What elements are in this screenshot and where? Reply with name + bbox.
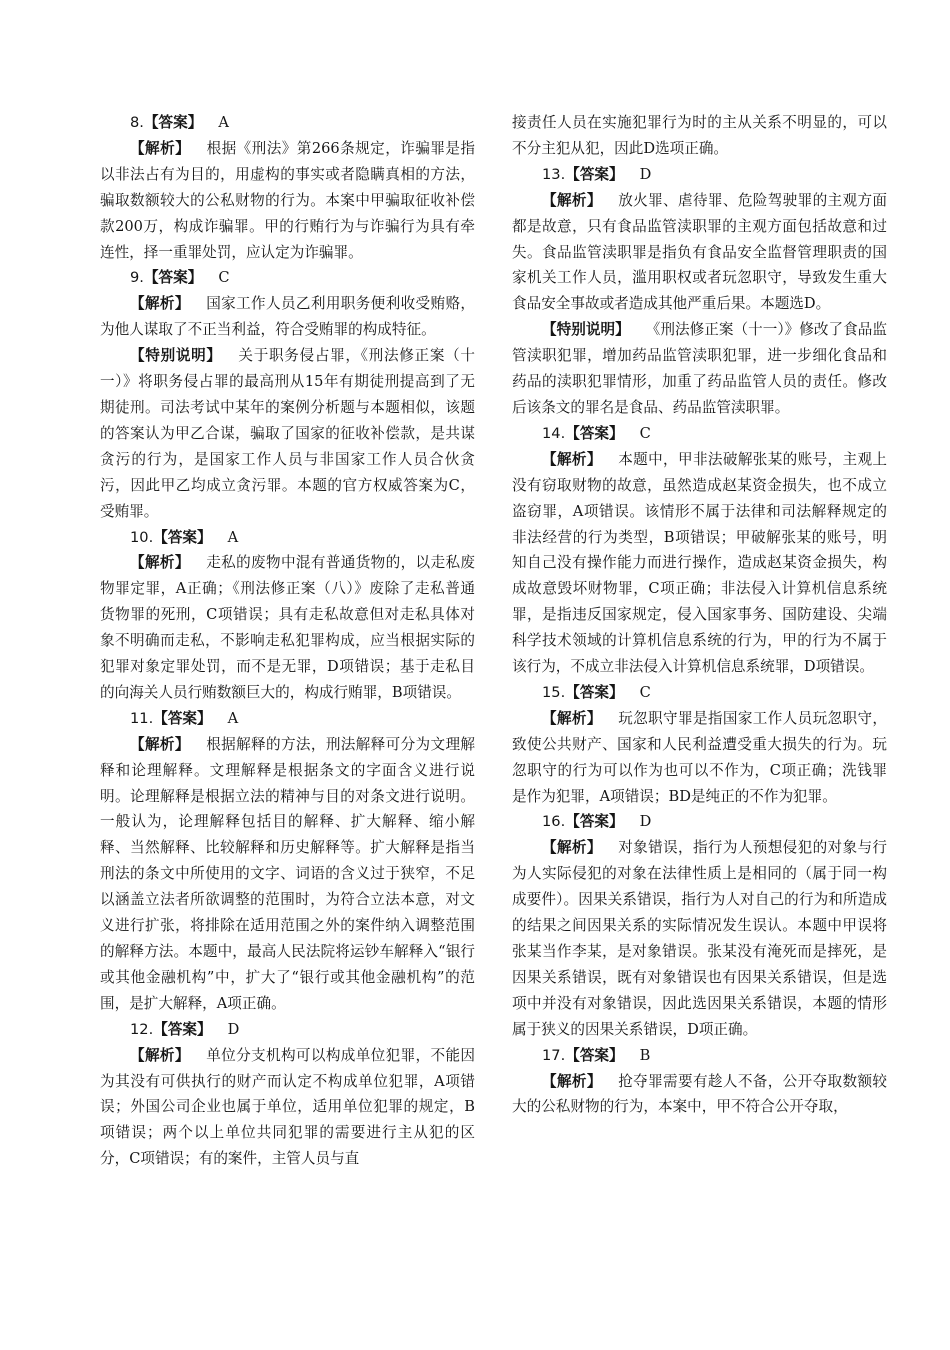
- answer-line: [100, 525, 475, 551]
- question-number: 11.: [130, 709, 154, 727]
- paragraph-text: 根据解释的方法，刑法解释可分为文理解释和论理解释。文理解释是根据条文的字面含义进行说明。论理解释是根据立法的精神与目的对条文进行说明。一般认为，论理解释包括目的解释、扩大解释、缩小解释、当然解释、比较解释和历史解释等。扩大解释是指当刑法的条文中所使用的文字、词语的含义过于狭窄，不足以涵盖立法者所欲调整的范围时，为符合立法本意，对文义进行扩张，将排除在适用范围之外的案件纳入调整范围的解释方法。本题中，最高人民法院将运钞车解释入“银行或其他金融机构”中，扩大了“银行或其他金融机构”的范围，是扩大解释，A项正确。: [100, 735, 475, 1012]
- section-label: 【解析】: [130, 295, 190, 313]
- paragraph-text: 抢夺罪需要有趁人不备，公开夺取数额较大的公私财物的行为，本案中，甲不符合公开夺取，: [512, 1072, 887, 1116]
- answer-label: 【答案】: [143, 114, 203, 131]
- answer-label: 【答案】: [565, 683, 624, 701]
- answer-line: [512, 1043, 887, 1069]
- question-number: 14.: [542, 424, 566, 442]
- paragraph-text: 对象错误，指行为人预想侵犯的对象与行为人实际侵犯的对象在法律性质上是相同的（属于同一构成要件）。因果关系错误，指行为人对自己的行为和所造成的结果之间因果关系的实际情况发生误认。本题中甲误将张某当作李某，是对象错误。张某没有淹死而是摔死，是因果关系错误，既有对象错误也有因果关系错误，但是选项中并没有对象错误，因此选因果关系错误，本题的情形属于狭义的因果关系错误，D项正确。: [512, 839, 887, 1038]
- question-number: 17.: [542, 1046, 566, 1064]
- continued-paragraph: [512, 110, 887, 162]
- explanation-paragraph: [100, 1043, 475, 1173]
- section-label: 【解析】: [130, 139, 191, 157]
- paragraph-text: 接责任人员在实施犯罪行为时的主从关系不明显的，可以不分主犯从犯，因此D选项正确。: [512, 114, 887, 157]
- answer-line: [512, 680, 887, 706]
- answer-label: 【答案】: [143, 269, 203, 287]
- answer-value: B: [639, 1046, 651, 1064]
- answer-label: 【答案】: [153, 709, 212, 727]
- paragraph-text: 单位分支机构可以构成单位犯罪，不能因为其没有可供执行的财产而认定不构成单位犯罪，A项错误；外国公司企业也属于单位，适用单位犯罪的规定，B项错误；两个以上单位共同犯罪的需要进行主从犯的区分，C项错误；有的案件，主管人员与直: [100, 1046, 475, 1168]
- paragraph-text: 本题中，甲非法破解张某的账号，主观上没有窃取财物的故意，虽然造成赵某资金损失，也不成立盗窃罪，A项错误。该情形不属于法律和司法解释规定的非法经营的行为类型，B项错误；甲破解张某的账号，明知自己没有操作能力而进行操作，造成赵某资金损失，构成故意毁坏财物罪，C项正确；非法侵入计算机信息系统罪，是指违反国家规定，侵入国家事务、国防建设、尖端科学技术领域的计算机信息系统的行为，甲的行为不属于该行为，不成立非法侵入计算机信息系统罪，D项错误。: [512, 450, 887, 676]
- section-label: 【解析】: [130, 554, 190, 572]
- explanation-paragraph: [512, 447, 887, 680]
- answer-value: D: [227, 1020, 240, 1038]
- explanation-paragraph: [100, 732, 475, 1017]
- section-label: 【解析】: [542, 450, 602, 468]
- answer-label: 【答案】: [153, 1020, 212, 1038]
- paragraph-text: 放火罪、虐待罪、危险驾驶罪的主观方面都是故意，只有食品监管渎职罪的主观方面包括故意和过失。食品监管渎职罪是指负有食品安全监督管理职责的国家机关工作人员，滥用职权或者玩忽职守，导致发生重大食品安全事故或者造成其他严重后果。本题选D。: [512, 191, 887, 313]
- explanation-paragraph: [512, 1069, 887, 1121]
- answer-value: C: [218, 269, 230, 287]
- explanation-paragraph: [100, 136, 475, 266]
- answer-value: A: [218, 114, 229, 131]
- explanation-paragraph: [100, 550, 475, 705]
- paragraph-text: 根据《刑法》第266条规定，诈骗罪是指以非法占有为目的，用虚构的事实或者隐瞒真相的方法，骗取数额较大的公私财物的行为。本案中甲骗取征收补偿款200万，构成诈骗罪。甲的行贿行为与诈骗行为具有牵连性，择一重罪处罚，应认定为诈骗罪。: [100, 139, 475, 261]
- paragraph-text: 关于职务侵占罪，《刑法修正案（十一）》将职务侵占罪的最高刑从15年有期徒刑提高到了无期徒刑。司法考试中某年的案例分析题与本题相似，该题的答案认为甲乙合谋，骗取了国家的征收补偿款，是共谋贪污的行为，是国家工作人员与非国家工作人员合伙贪污，因此甲乙均成立贪污罪。本题的官方权威答案为C，受贿罪。: [100, 347, 475, 520]
- answer-line: [100, 706, 475, 732]
- explanation-paragraph: [512, 706, 887, 810]
- answer-value: D: [639, 165, 652, 183]
- answer-value: C: [639, 424, 651, 442]
- section-label: 【特别说明】: [542, 321, 630, 339]
- answer-label: 【答案】: [153, 528, 212, 546]
- left-column: [100, 110, 475, 1172]
- question-number: 13.: [542, 165, 566, 183]
- section-label: 【解析】: [130, 1046, 190, 1064]
- answer-value: A: [227, 709, 239, 727]
- section-label: 【解析】: [130, 735, 190, 753]
- section-label: 【解析】: [542, 191, 602, 209]
- question-number: 10.: [130, 528, 154, 546]
- answer-line: [512, 421, 887, 447]
- answer-label: 【答案】: [565, 424, 624, 442]
- question-number: 15.: [542, 683, 566, 701]
- explanation-paragraph: [100, 291, 475, 343]
- answer-value: A: [227, 528, 239, 546]
- explanation-paragraph: [512, 188, 887, 318]
- section-label: 【解析】: [542, 1072, 602, 1090]
- answer-label: 【答案】: [565, 813, 624, 831]
- paragraph-text: 玩忽职守罪是指国家工作人员玩忽职守，致使公共财产、国家和人民利益遭受重大损失的行为。玩忽职守的行为可以作为也可以不作为，C项正确；洗钱罪是作为犯罪，A项错误；BD是纯正的不作为犯罪。: [512, 709, 887, 805]
- paragraph-text: 国家工作人员乙利用职务便利收受贿赂，为他人谋取了不正当利益，符合受贿罪的构成特征。: [100, 295, 475, 339]
- section-label: 【解析】: [542, 709, 602, 727]
- answer-line: [512, 162, 887, 188]
- answer-line: [100, 265, 475, 291]
- paragraph-text: 《刑法修正案（十一）》修改了食品监管渎职犯罪，增加药品监管渎职犯罪，进一步细化食品和药品的渎职犯罪情形，加重了药品监管人员的责任。修改后该条文的罪名是食品、药品监管渎职罪。: [512, 321, 887, 416]
- question-number: 12.: [130, 1020, 154, 1038]
- section-label: 【解析】: [542, 839, 602, 857]
- question-number: 9.: [130, 269, 144, 287]
- section-label: 【特别说明】: [130, 347, 222, 365]
- explanation-paragraph: [100, 343, 475, 524]
- answer-line: [512, 809, 887, 835]
- question-number: 8.: [130, 114, 144, 131]
- question-number: 16.: [542, 813, 566, 831]
- answer-value: C: [639, 683, 651, 701]
- right-column: [512, 110, 887, 1120]
- answer-value: D: [639, 813, 652, 831]
- explanation-paragraph: [512, 835, 887, 1042]
- answer-line: [100, 110, 475, 136]
- answer-label: 【答案】: [565, 165, 624, 183]
- paragraph-text: 走私的废物中混有普通货物的，以走私废物罪定罪，A正确；《刑法修正案（八）》废除了走私普通货物罪的死刑，C项错误；具有走私故意但对走私具体对象不明确而走私，不影响走私犯罪构成，应当根据实际的犯罪对象定罪处罚，而不是无罪，D项错误；基于走私目的向海关人员行贿数额巨大的，构成行贿罪，B项错误。: [100, 554, 475, 701]
- explanation-paragraph: [512, 317, 887, 421]
- answer-label: 【答案】: [565, 1046, 624, 1064]
- answer-line: [100, 1017, 475, 1043]
